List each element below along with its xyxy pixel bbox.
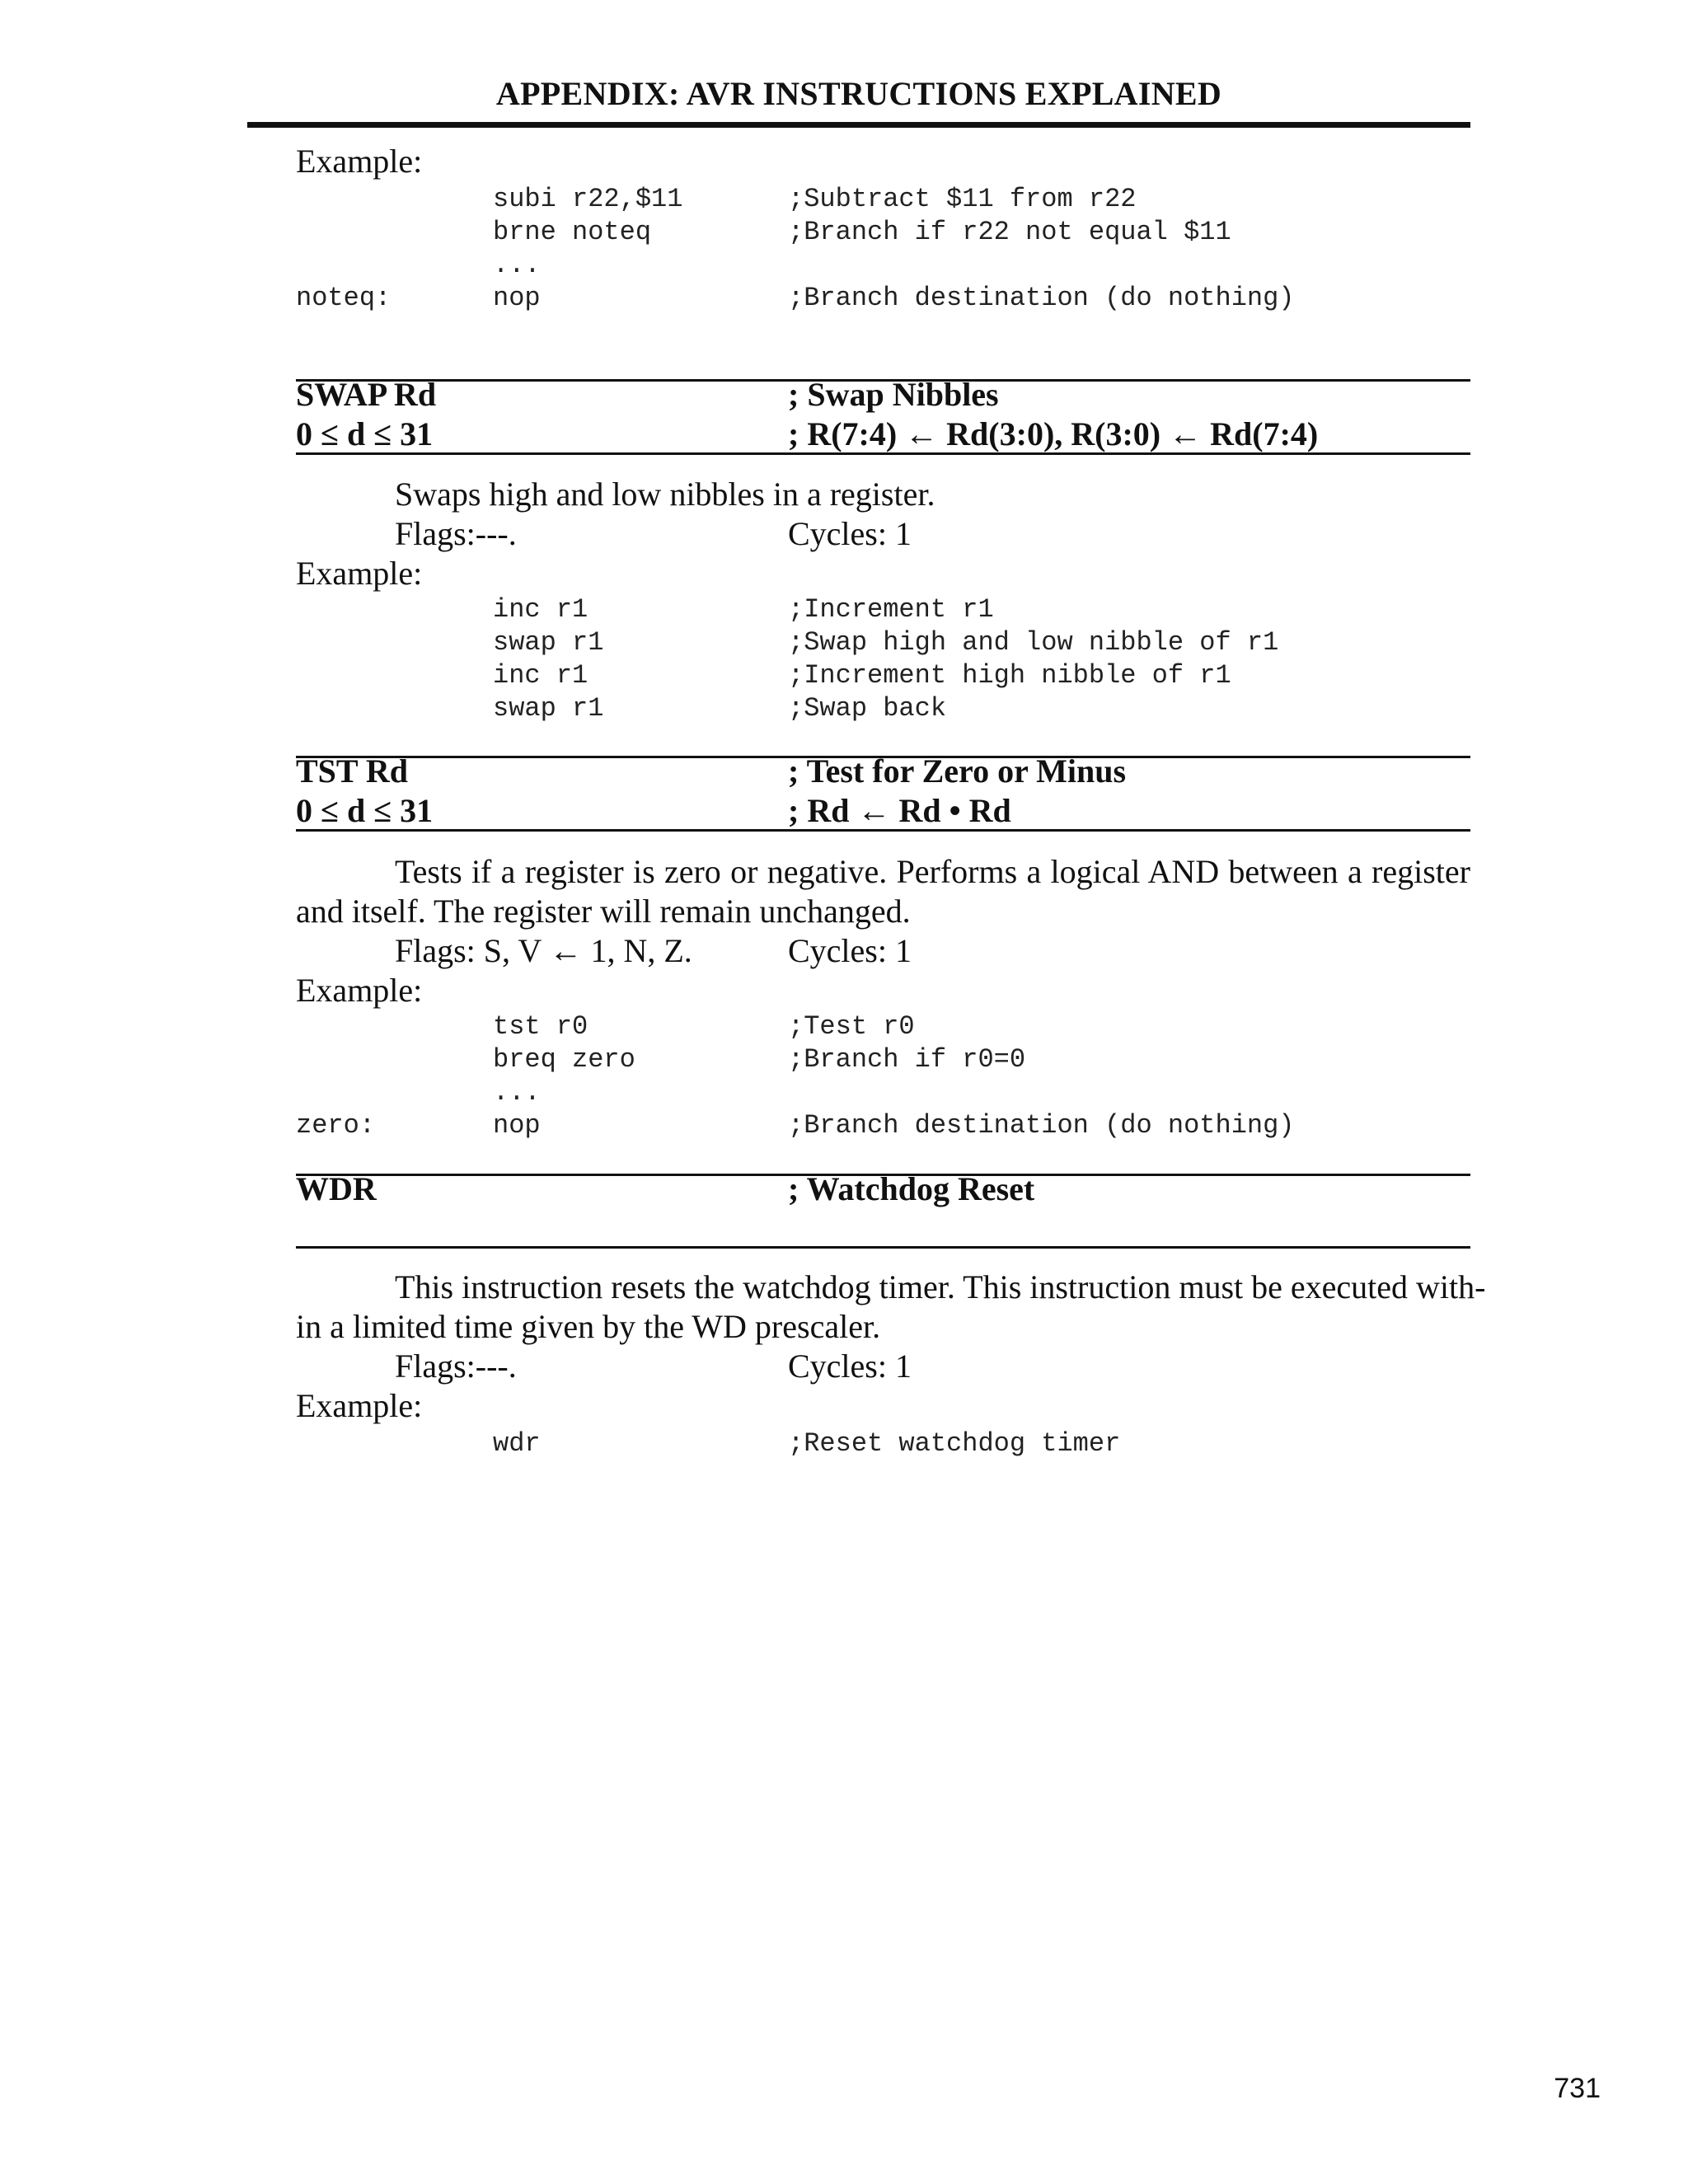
instruction-rule-bottom — [296, 829, 1470, 832]
code-comment: ;Increment r1 — [788, 594, 994, 625]
instruction-flags: Flags:---. — [395, 515, 517, 552]
example-label: Example: — [296, 555, 423, 592]
instruction-operation: ; Rd ← Rd • Rd — [788, 792, 1011, 829]
example-label: Example: — [296, 1387, 423, 1424]
code-instruction: inc r1 — [493, 594, 588, 625]
instruction-rule-bottom — [296, 452, 1470, 455]
instruction-mnemonic: SWAP Rd — [296, 376, 437, 413]
running-header: APPENDIX: AVR INSTRUCTIONS EXPLAINED — [495, 75, 1222, 112]
code-label: zero: — [296, 1110, 376, 1141]
code-comment: ;Subtract $11 from r22 — [788, 184, 1137, 214]
example-label: Example: — [296, 143, 423, 180]
instruction-mnemonic: WDR — [296, 1170, 377, 1207]
instruction-title: ; Test for Zero or Minus — [788, 752, 1127, 790]
page-number: 731 — [1554, 2073, 1601, 2104]
instruction-title: ; Watchdog Reset — [788, 1170, 1035, 1207]
code-instruction: brne noteq — [493, 217, 652, 247]
code-instruction: swap r1 — [493, 693, 604, 724]
instruction-description-line: in a limited time given by the WD prescaler. — [296, 1308, 881, 1345]
code-comment: ;Swap high and low nibble of r1 — [788, 627, 1279, 658]
instruction-operation: ; R(7:4) ← Rd(3:0), R(3:0) ← Rd(7:4) — [788, 415, 1319, 452]
code-comment: ;Branch destination (do nothing) — [788, 1110, 1295, 1141]
code-instruction: wdr — [493, 1428, 541, 1459]
code-comment: ;Branch destination (do nothing) — [788, 283, 1295, 313]
instruction-rule-bottom — [296, 1246, 1470, 1249]
code-instruction: nop — [493, 1110, 541, 1141]
code-instruction: ... — [493, 1077, 541, 1108]
code-instruction: inc r1 — [493, 660, 588, 691]
code-instruction: swap r1 — [493, 627, 604, 658]
instruction-title: ; Swap Nibbles — [788, 376, 999, 413]
example-label: Example: — [296, 972, 423, 1009]
code-instruction: subi r22,$11 — [493, 184, 683, 214]
instruction-cycles: Cycles: 1 — [788, 932, 912, 969]
code-comment: ;Branch if r22 not equal $11 — [788, 217, 1231, 247]
instruction-cycles: Cycles: 1 — [788, 515, 912, 552]
code-instruction: tst r0 — [493, 1011, 588, 1042]
instruction-cycles: Cycles: 1 — [788, 1347, 912, 1385]
code-comment: ;Branch if r0=0 — [788, 1044, 1026, 1075]
header-rule — [247, 122, 1470, 128]
code-comment: ;Test r0 — [788, 1011, 915, 1042]
operand-range: 0 ≤ d ≤ 31 — [296, 415, 434, 452]
code-instruction: ... — [493, 250, 541, 280]
instruction-flags: Flags:---. — [395, 1347, 517, 1385]
code-instruction: breq zero — [493, 1044, 635, 1075]
code-label: noteq: — [296, 283, 392, 313]
instruction-flags: Flags: S, V ← 1, N, Z. — [395, 932, 692, 969]
code-comment: ;Reset watchdog timer — [788, 1428, 1121, 1459]
code-comment: ;Swap back — [788, 693, 947, 724]
instruction-description: Tests if a register is zero or negative. Performs a logical AND between a register and itself. The register will remain unchanged. — [296, 853, 1470, 930]
instruction-description: Swaps high and low nibbles in a register. — [395, 476, 935, 513]
code-comment: ;Increment high nibble of r1 — [788, 660, 1231, 691]
instruction-description-line: This instruction resets the watchdog timer. This instruction must be executed with- — [395, 1268, 1486, 1305]
instruction-mnemonic: TST Rd — [296, 752, 409, 790]
operand-range: 0 ≤ d ≤ 31 — [296, 792, 434, 829]
code-instruction: nop — [493, 283, 541, 313]
